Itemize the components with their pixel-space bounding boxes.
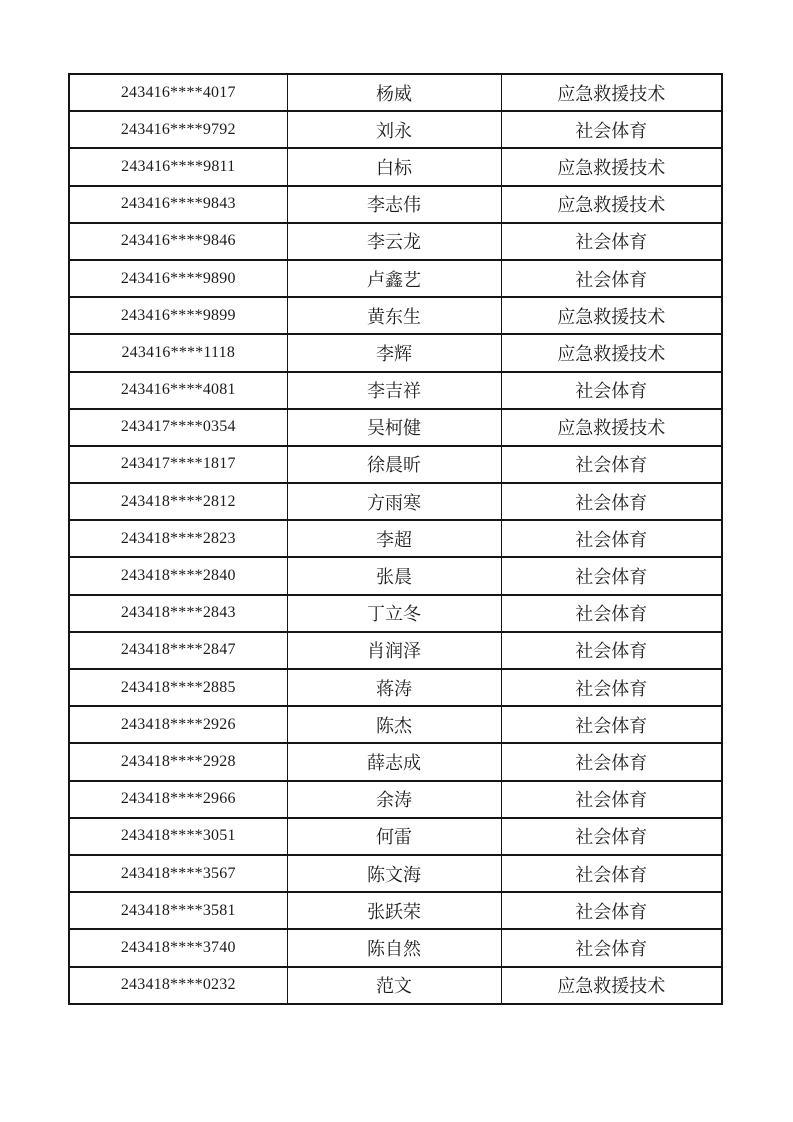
- cell-major: 社会体育: [501, 669, 722, 706]
- cell-major: 应急救援技术: [501, 967, 722, 1004]
- cell-exam-id: 243418****2926: [69, 706, 287, 743]
- cell-major: 社会体育: [501, 929, 722, 966]
- cell-exam-id: 243416****9811: [69, 148, 287, 185]
- cell-name: 杨威: [287, 74, 501, 111]
- cell-name: 李志伟: [287, 186, 501, 223]
- cell-major: 社会体育: [501, 818, 722, 855]
- cell-exam-id: 243416****9792: [69, 111, 287, 148]
- cell-name: 张跃荣: [287, 892, 501, 929]
- cell-name: 李吉祥: [287, 372, 501, 409]
- cell-exam-id: 243418****0232: [69, 967, 287, 1004]
- cell-exam-id: 243418****3567: [69, 855, 287, 892]
- cell-major: 社会体育: [501, 223, 722, 260]
- cell-major: 社会体育: [501, 706, 722, 743]
- cell-exam-id: 243416****9846: [69, 223, 287, 260]
- cell-name: 白标: [287, 148, 501, 185]
- cell-major: 社会体育: [501, 781, 722, 818]
- cell-major: 应急救援技术: [501, 186, 722, 223]
- cell-name: 卢鑫艺: [287, 260, 501, 297]
- table-row: [69, 743, 722, 780]
- cell-exam-id: 243418****2966: [69, 781, 287, 818]
- cell-major: 应急救援技术: [501, 334, 722, 371]
- cell-major: 应急救援技术: [501, 74, 722, 111]
- cell-name: 张晨: [287, 557, 501, 594]
- table-row: [69, 781, 722, 818]
- cell-exam-id: 243418****2812: [69, 483, 287, 520]
- cell-exam-id: 243418****2843: [69, 595, 287, 632]
- cell-exam-id: 243418****3740: [69, 929, 287, 966]
- cell-exam-id: 243417****1817: [69, 446, 287, 483]
- table-row: [69, 929, 722, 966]
- cell-name: 刘永: [287, 111, 501, 148]
- cell-major: 社会体育: [501, 892, 722, 929]
- cell-name: 徐晨昕: [287, 446, 501, 483]
- cell-exam-id: 243417****0354: [69, 409, 287, 446]
- cell-major: 社会体育: [501, 855, 722, 892]
- cell-major: 社会体育: [501, 483, 722, 520]
- table-row: [69, 297, 722, 334]
- roster-table-body: [69, 74, 722, 1004]
- cell-major: 应急救援技术: [501, 148, 722, 185]
- cell-exam-id: 243416****4081: [69, 372, 287, 409]
- cell-name: 何雷: [287, 818, 501, 855]
- table-row: [69, 855, 722, 892]
- table-row: [69, 669, 722, 706]
- cell-exam-id: 243418****3581: [69, 892, 287, 929]
- table-row: [69, 223, 722, 260]
- table-row: [69, 483, 722, 520]
- cell-major: 社会体育: [501, 557, 722, 594]
- table-row: [69, 260, 722, 297]
- cell-name: 李超: [287, 520, 501, 557]
- table-row: [69, 446, 722, 483]
- cell-name: 李云龙: [287, 223, 501, 260]
- cell-exam-id: 243416****9899: [69, 297, 287, 334]
- table-row: [69, 148, 722, 185]
- table-row: [69, 892, 722, 929]
- cell-exam-id: 243418****2840: [69, 557, 287, 594]
- cell-major: 社会体育: [501, 520, 722, 557]
- cell-major: 社会体育: [501, 372, 722, 409]
- cell-name: 薛志成: [287, 743, 501, 780]
- cell-name: 李辉: [287, 334, 501, 371]
- table-row: [69, 967, 722, 1004]
- table-row: [69, 74, 722, 111]
- cell-name: 丁立冬: [287, 595, 501, 632]
- table-row: [69, 186, 722, 223]
- cell-exam-id: 243416****1118: [69, 334, 287, 371]
- cell-exam-id: 243416****9890: [69, 260, 287, 297]
- table-row: [69, 632, 722, 669]
- cell-name: 余涛: [287, 781, 501, 818]
- cell-major: 社会体育: [501, 632, 722, 669]
- table-row: [69, 595, 722, 632]
- cell-major: 应急救援技术: [501, 409, 722, 446]
- candidate-roster-table: [68, 73, 723, 1005]
- table-row: [69, 706, 722, 743]
- cell-name: 方雨寒: [287, 483, 501, 520]
- cell-major: 应急救援技术: [501, 297, 722, 334]
- table-row: [69, 111, 722, 148]
- cell-name: 蒋涛: [287, 669, 501, 706]
- cell-major: 社会体育: [501, 446, 722, 483]
- cell-exam-id: 243416****9843: [69, 186, 287, 223]
- cell-name: 陈自然: [287, 929, 501, 966]
- table-row: [69, 372, 722, 409]
- cell-name: 范文: [287, 967, 501, 1004]
- cell-exam-id: 243418****2885: [69, 669, 287, 706]
- cell-exam-id: 243418****2847: [69, 632, 287, 669]
- cell-exam-id: 243416****4017: [69, 74, 287, 111]
- cell-exam-id: 243418****2928: [69, 743, 287, 780]
- cell-name: 吴柯健: [287, 409, 501, 446]
- cell-name: 肖润泽: [287, 632, 501, 669]
- cell-exam-id: 243418****2823: [69, 520, 287, 557]
- cell-name: 陈文海: [287, 855, 501, 892]
- table-row: [69, 334, 722, 371]
- cell-major: 社会体育: [501, 111, 722, 148]
- cell-major: 社会体育: [501, 595, 722, 632]
- cell-name: 陈杰: [287, 706, 501, 743]
- cell-exam-id: 243418****3051: [69, 818, 287, 855]
- table-row: [69, 557, 722, 594]
- cell-major: 社会体育: [501, 743, 722, 780]
- table-row: [69, 409, 722, 446]
- table-row: [69, 520, 722, 557]
- cell-major: 社会体育: [501, 260, 722, 297]
- table-row: [69, 818, 722, 855]
- cell-name: 黄东生: [287, 297, 501, 334]
